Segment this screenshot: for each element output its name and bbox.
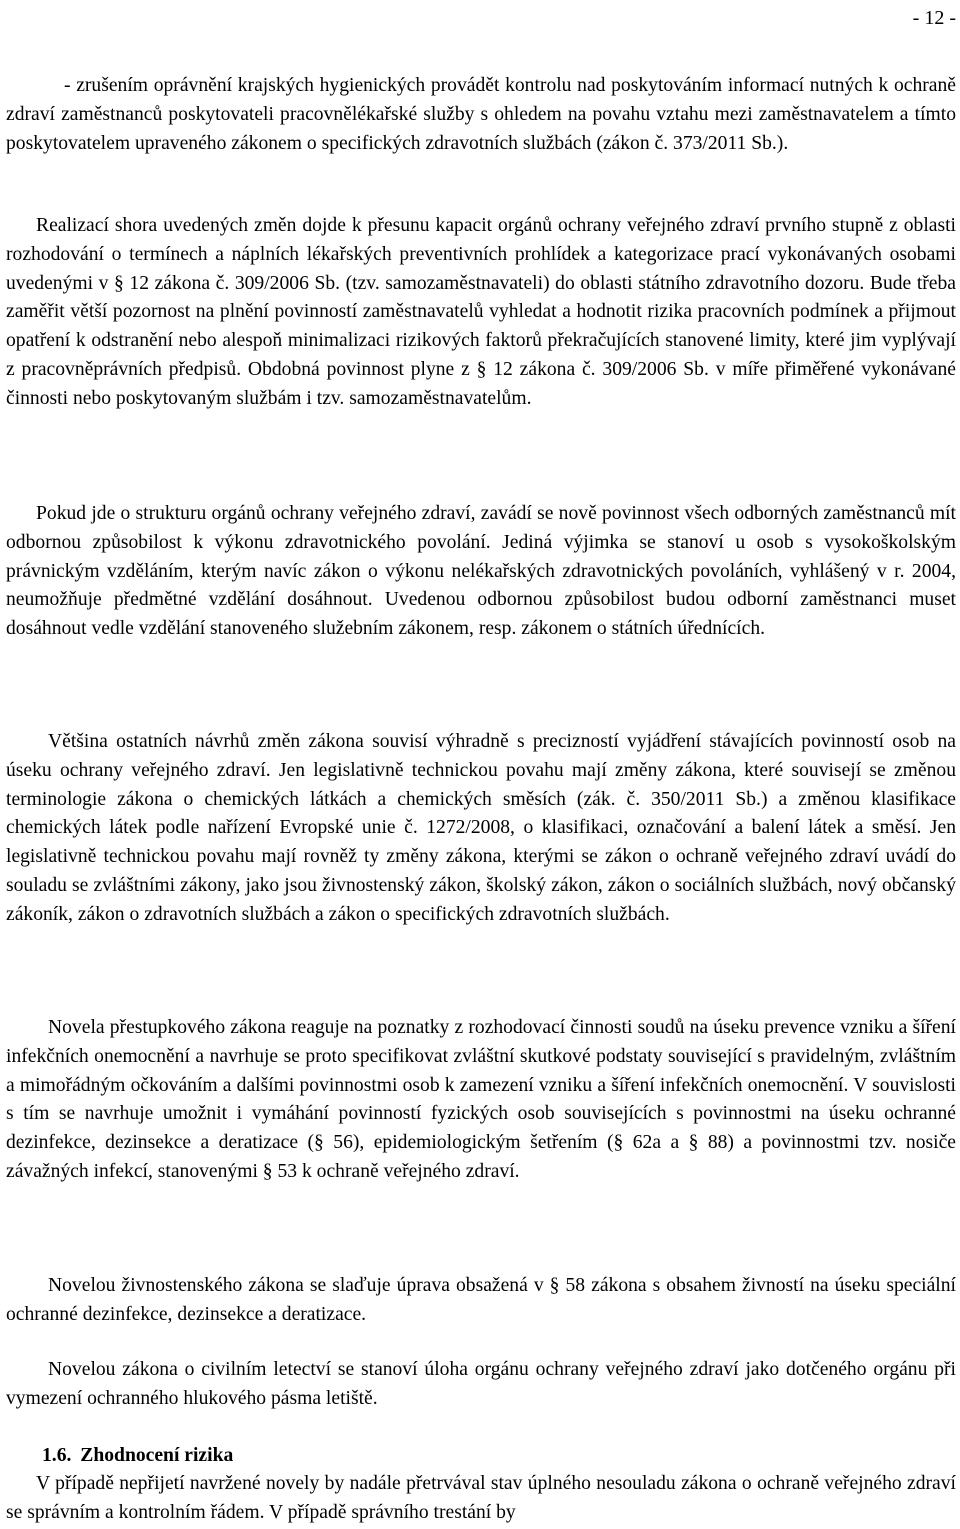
paragraph-struktura-organu: Pokud jde o strukturu orgánů ochrany veřejného zdraví, zavádí se nově povinnost všech odborných zaměstnanců mít odbornou způsobilost k výkonu zdravotnického povolání. Jediná výjimka se stanoví u osob s vysokoškolským právnickým vzděláním, kterým navíc zákon o výkonu nelékařských zdravotnických povoláních, vyhlášený v r. 2004, neumožňuje předmětné vzdělání dosáhnout. Uvedenou odbornou způsobilost budou odborní zaměstnanci muset dosáhnout vedle vzdělání stanoveného služebním zákonem, resp. zákonem o státních úřednících. xyxy=(6,503,956,640)
paragraph-zivnostensky-zakon: Novelou živnostenského zákona se slaďuje úprava obsažená v § 58 zákona s obsahem živností na úseku speciální ochranné dezinfekce, dezinsekce a deratizace. xyxy=(6,1275,956,1325)
paragraph-zhodnoceni-rizika: V případě nepřijetí navržené novely by nadále přetrvával stav úplného nesouladu zákona o ochraně veřejného zdraví se správním a kontrolním řádem. V případě správního trestání by xyxy=(6,1473,956,1523)
section-number: 1.6. xyxy=(42,1445,72,1466)
section-title: Zhodnocení rizika xyxy=(80,1445,234,1466)
bullet-paragraph: - zrušením oprávnění krajských hygienických provádět kontrolu nad poskytováním informací nutných k ochraně zdraví zaměstnanců poskytovateli pracovnělékařské služby s ohledem na povahu vztahu mezi zaměstnavatelem a tímto poskytovatelem upraveného zákonem o specifických zdravotních službách (zákon č. 373/2011 Sb.). xyxy=(6,75,956,154)
paragraph-civilni-letectvi: Novelou zákona o civilním letectví se stanoví úloha orgánu ochrany veřejného zdraví jako dotčeného orgánu při vymezení ochranného hlukového pásma letiště. xyxy=(6,1359,956,1409)
paragraph-ostatni-navrhy: Většina ostatních návrhů změn zákona souvisí výhradně s precizností vyjádření stávajících povinností osob na úseku ochrany veřejného zdraví. Jen legislativně technickou povahu mají změny zákona, které souvisejí se změnou terminologie zákona o chemických látkách a chemických směsích (zák. č. 350/2011 Sb.) a změnou klasifikace chemických látek podle nařízení Evropské unie č. 1272/2008, o klasifikaci, označování a balení látek a směsí. Jen legislativně technickou povahu mají rovněž ty změny zákona, kterými se zákon o ochraně veřejného zdraví uvádí do souladu se zvláštními zákony, jako jsou živnostenský zákon, školský zákon, zákon o sociálních službách, nový občanský zákoník, zákon o zdravotních službách a zákon o specifických zdravotních službách. xyxy=(6,731,956,925)
paragraph-prestupkovy-zakon: Novela přestupkového zákona reaguje na poznatky z rozhodovací činnosti soudů na úseku prevence vzniku a šíření infekčních onemocnění a navrhuje se proto specifikovat zvláštní skutkové podstaty související s pravidelným, zvláštním a mimořádným očkováním a dalšími povinnostmi osob k zamezení vzniku a šíření infekčních onemocnění. V souvislosti s tím se navrhuje umožnit i vymáhání povinností fyzických osob souvisejících s povinnostmi na úseku ochranné dezinfekce, dezinsekce a deratizace (§ 56), epidemiologickým šetřením (§ 62a a § 88) a povinnostmi tzv. nosiče závažných infekcí, stanovenými § 53 k ochraně veřejného zdraví. xyxy=(6,1017,956,1182)
section-heading xyxy=(42,1442,233,1471)
paragraph-realizaci: Realizací shora uvedených změn dojde k přesunu kapacit orgánů ochrany veřejného zdraví prvního stupně z oblasti rozhodování o termínech a náplních lékařských preventivních prohlídek a kategorizace prací vykonávaných osobami uvedenými v § 12 zákona č. 309/2006 Sb. (tzv. samozaměstnavateli) do oblasti státního zdravotního dozoru. Bude třeba zaměřit větší pozornost na plnění povinností zaměstnavatelů vyhledat a hodnotit rizika pracovních podmínek a přijmout opatření k odstranění nebo alespoň minimalizaci rizikových faktorů překračujících stanovené limity, které jim vyplývají z pracovněprávních předpisů. Obdobná povinnost plyne z § 12 zákona č. 309/2006 Sb. v míře přiměřené vykonávané činnosti nebo poskytovaným službám i tzv. samozaměstnavatelům. xyxy=(6,215,956,409)
page-number: - 12 - xyxy=(912,7,956,29)
